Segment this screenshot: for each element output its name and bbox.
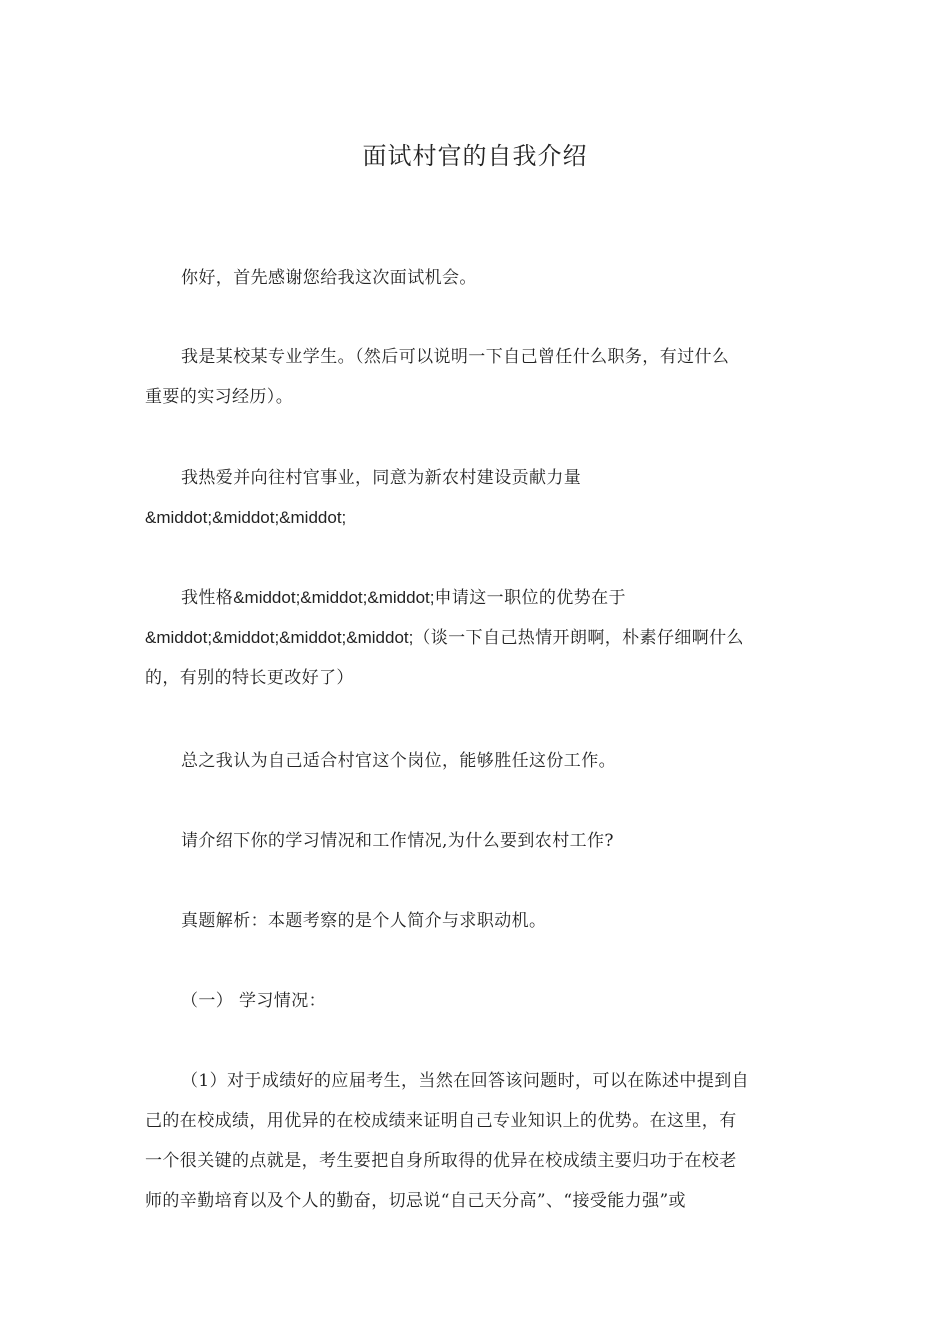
paragraph-text: 总之我认为自己适合村官这个岗位，能够胜任这份工作。 (181, 751, 616, 771)
paragraph-line: （1）对于成绩好的应届考生，当然在回答该问题时，可以在陈述中提到自 (181, 1071, 750, 1091)
paragraph-text: （一） 学习情况： (181, 991, 327, 1011)
entity-text: &middot;&middot;&middot; (145, 508, 347, 527)
paragraph-line: 我是某校某专业学生。（然后可以说明一下自己曾任什么职务，有过什么 (181, 347, 730, 367)
paragraph-line: 一个很关键的点就是，考生要把自身所取得的优异在校成绩主要归功于在校老 (145, 1151, 737, 1171)
paragraph-motivation (145, 458, 810, 538)
paragraph-text: 请介绍下你的学习情况和工作情况,为什么要到农村工作? (181, 831, 614, 851)
paragraph-text: 真题解析：本题考察的是个人简介与求职动机。 (181, 911, 547, 931)
paragraph-analysis (145, 901, 810, 941)
paragraph-study (145, 1061, 810, 1221)
paragraph-text: 你好，首先感谢您给我这次面试机会。 (181, 268, 477, 288)
paragraph-school (145, 337, 810, 417)
paragraph-greeting (145, 258, 810, 298)
paragraph-line: 己的在校成绩，用优异的在校成绩来证明自己专业知识上的优势。在这里，有 (145, 1111, 737, 1131)
entity-text: &middot;&middot;&middot;&middot; (145, 628, 414, 647)
paragraph-line: 重要的实习经历）。 (145, 387, 294, 407)
entity-text: &middot;&middot;&middot; (233, 588, 435, 607)
paragraph-conclusion (145, 741, 810, 781)
document-title: 面试村官的自我介绍 (362, 142, 588, 170)
paragraph-line (145, 618, 810, 658)
paragraph-text: （谈一下自己热情开朗啊，朴素仔细啊什么 (413, 628, 744, 648)
paragraph-line (145, 578, 810, 618)
paragraph-line: 我热爱并向往村官事业，同意为新农村建设贡献力量 (181, 468, 582, 488)
paragraph-personality (145, 578, 810, 698)
paragraph-line: 的，有别的特长更改好了） (145, 668, 354, 688)
paragraph-text: 我性格 (181, 588, 234, 608)
section-heading (145, 981, 810, 1021)
paragraph-text: 申请这一职位的优势在于 (434, 588, 626, 608)
paragraph-line: 师的辛勤培育以及个人的勤奋，切忌说“自己天分高”、“接受能力强”或 (145, 1191, 686, 1211)
paragraph-question (145, 821, 810, 861)
